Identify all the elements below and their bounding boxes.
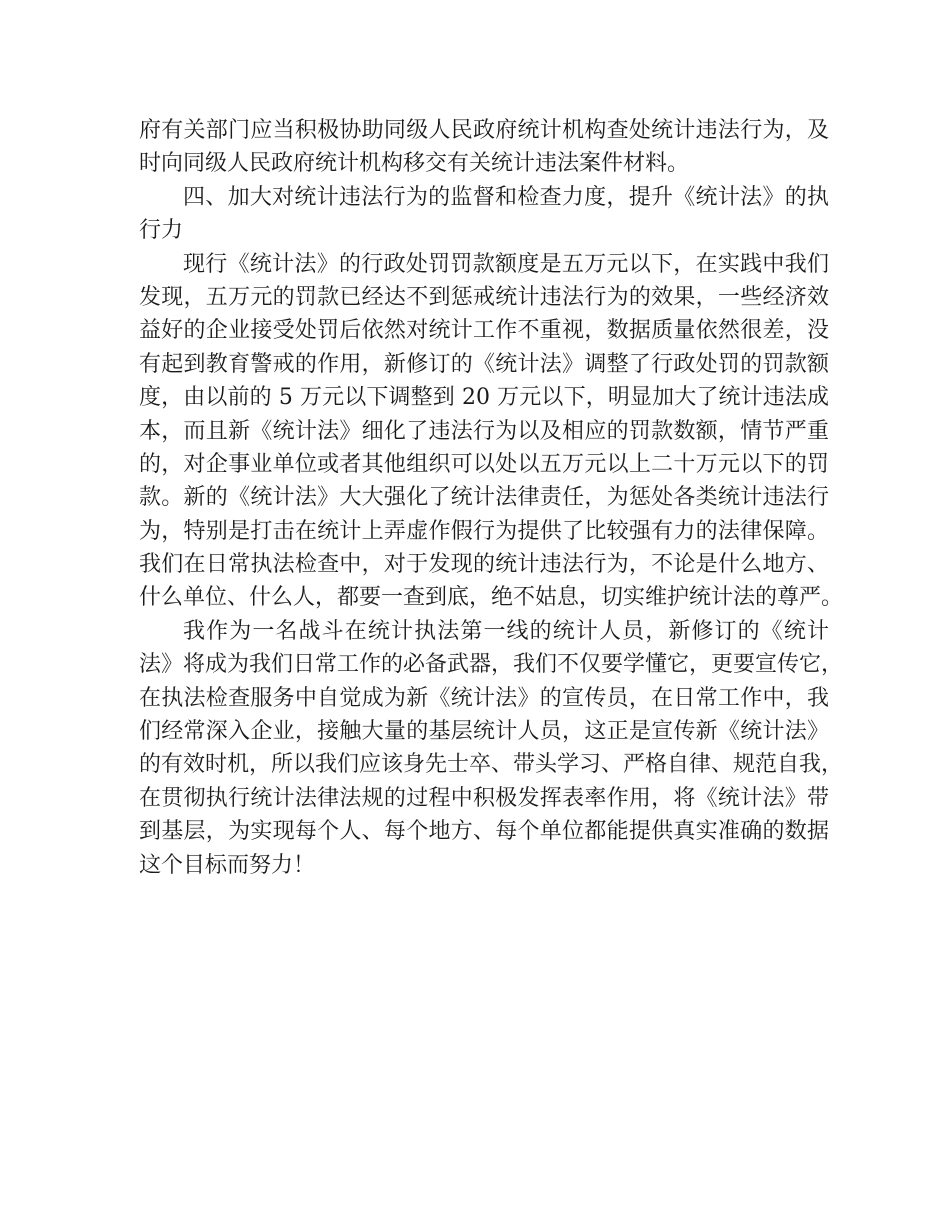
text-line: 时向同级人民政府统计机构移交有关统计违法案件材料。 [139, 151, 690, 177]
text-line: 益好的企业接受处罚后依然对统计工作不重视，数据质量依然很差，没 [139, 318, 829, 344]
text-line: 到基层，为实现每个人、每个地方、每个单位都能提供真实准确的数据 [139, 819, 829, 845]
text-line: 本，而且新《统计法》细化了违法行为以及相应的罚款数额，情节严重 [139, 418, 829, 444]
text-line: 我们在日常执法检查中，对于发现的统计违法行为，不论是什么地方、 [139, 552, 829, 578]
text-line: 发现，五万元的罚款已经达不到惩戒统计违法行为的效果，一些经济效 [139, 284, 829, 310]
text-line: 为，特别是打击在统计上弄虚作假行为提供了比较强有力的法律保障。 [139, 518, 829, 544]
text-line: 什么单位、什么人，都要一查到底，绝不姑息，切实维护统计法的尊严。 [139, 585, 844, 611]
text-line: 法》将成为我们日常工作的必备武器，我们不仅要学懂它，更要宣传它， [139, 652, 844, 678]
section-heading-line: 行力 [139, 218, 184, 244]
text-line: 们经常深入企业，接触大量的基层统计人员，这正是宣传新《统计法》 [139, 719, 829, 745]
text-line: 在贯彻执行统计法律法规的过程中积极发挥表率作用，将《统计法》带 [139, 785, 829, 811]
text-line: 的，对企事业单位或者其他组织可以处以五万元以上二十万元以下的罚 [139, 451, 829, 477]
text-line: 在执法检查服务中自觉成为新《统计法》的宣传员，在日常工作中，我 [139, 685, 829, 711]
text-line: 府有关部门应当积极协助同级人民政府统计机构查处统计违法行为，及 [139, 118, 829, 143]
text-line: 的有效时机，所以我们应该身先士卒、带头学习、严格自律、规范自我， [139, 752, 844, 778]
text-line: 这个目标而努力！ [139, 852, 316, 878]
text-line: 度，由以前的 5 万元以下调整到 20 万元以下，明显加大了统计违法成 [139, 385, 829, 411]
paragraph-start-line: 我作为一名战斗在统计执法第一线的统计人员，新修订的《统计 [183, 618, 829, 644]
text-line: 款。新的《统计法》大大强化了统计法律责任，为惩处各类统计违法行 [139, 485, 829, 511]
text-line: 有起到教育警戒的作用，新修订的《统计法》调整了行政处罚的罚款额 [139, 351, 829, 377]
body-text [139, 114, 844, 882]
paragraph-start-line: 现行《统计法》的行政处罚罚款额度是五万元以下，在实践中我们 [183, 251, 829, 277]
section-heading-line: 四、加大对统计违法行为的监督和检查力度，提升《统计法》的执 [183, 184, 829, 210]
